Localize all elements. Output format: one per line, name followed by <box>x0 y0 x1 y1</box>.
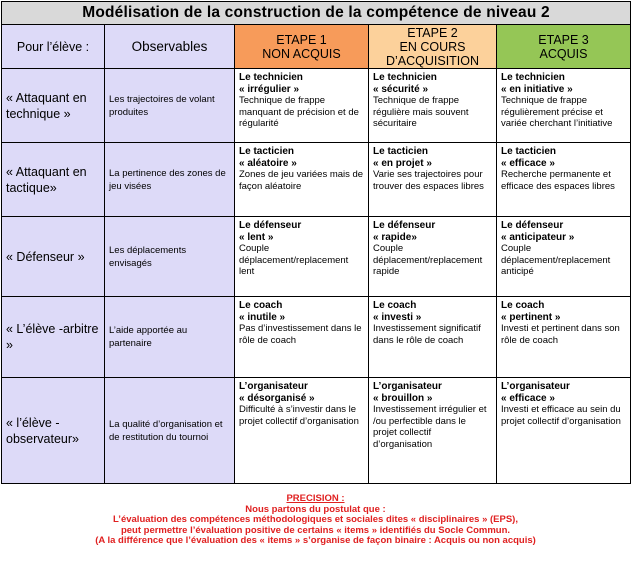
row-label: « L’élève -arbitre » <box>2 297 105 378</box>
role-qualifier: « sécurité » <box>373 83 429 95</box>
etape2-cell <box>369 69 497 143</box>
etape3-cell <box>497 378 631 484</box>
role-name: Le coach <box>373 300 417 311</box>
header-etape-2 <box>369 25 497 69</box>
role-qualifier: « irrégulier » <box>239 83 300 95</box>
etape2-status-line2: D’ACQUISITION <box>385 53 480 68</box>
row-label: « l’élève -observateur» <box>2 378 105 484</box>
role-name: L’organisateur <box>373 381 442 392</box>
row-observable: L’aide apportée au partenaire <box>105 297 235 378</box>
role-description: Technique de frappe régulière mais souvent sécuritaire <box>373 95 469 129</box>
role-description: Pas d’investissement dans le rôle de coach <box>239 323 362 346</box>
role-name: Le coach <box>501 300 545 311</box>
etape2-title: ETAPE 2 <box>407 25 458 40</box>
role-qualifier: « pertinent » <box>501 311 561 323</box>
role-description: Technique de frappe régulièrement précise et variée cherchant l’initiative <box>501 95 613 129</box>
etape3-status: ACQUIS <box>539 46 588 61</box>
precision-line: Nous partons du postulat que : <box>245 503 386 515</box>
role-qualifier: « aléatoire » <box>239 157 297 169</box>
etape2-status-line1: EN COURS <box>399 39 466 54</box>
etape2-cell <box>369 378 497 484</box>
role-description: Couple déplacement/replacement anticipé <box>501 243 611 277</box>
role-qualifier: « rapide» <box>373 231 417 243</box>
role-name: Le technicien <box>501 72 565 83</box>
role-description: Investissement irrégulier et /ou perfectible dans le projet collectif d’organisation <box>373 404 487 450</box>
etape1-cell <box>235 297 369 378</box>
role-name: Le coach <box>239 300 283 311</box>
table-row <box>2 69 631 143</box>
role-name: Le technicien <box>373 72 437 83</box>
role-name: Le défenseur <box>373 220 436 231</box>
role-name: L’organisateur <box>501 381 570 392</box>
precision-title: PRECISION : <box>286 493 345 504</box>
role-name: Le tacticien <box>501 146 557 157</box>
row-observable: La pertinence des zones de jeu visées <box>105 143 235 217</box>
role-name: Le défenseur <box>501 220 564 231</box>
role-description: Investi et pertinent dans son rôle de coach <box>501 323 620 346</box>
table-row <box>2 143 631 217</box>
header-observables: Observables <box>105 25 235 69</box>
role-description: Zones de jeu variées mais de façon aléatoire <box>239 169 364 192</box>
header-etape-3 <box>497 25 631 69</box>
role-description: Investi et efficace au sein du projet collectif d’organisation <box>501 404 621 427</box>
role-description: Couple déplacement/replacement lent <box>239 243 349 277</box>
table-title: Modélisation de la construction de la compétence de niveau 2 <box>2 2 631 25</box>
etape3-cell <box>497 69 631 143</box>
etape2-cell <box>369 217 497 297</box>
role-qualifier: « inutile » <box>239 311 286 323</box>
role-description: Recherche permanente et efficace des espaces libres <box>501 169 615 192</box>
role-name: Le technicien <box>239 72 303 83</box>
etape1-status: NON ACQUIS <box>262 46 341 61</box>
etape3-cell <box>497 217 631 297</box>
row-label: « Attaquant en technique » <box>2 69 105 143</box>
header-etape-1 <box>235 25 369 69</box>
precision-line: (A la différence que l’évaluation des « items » s’organise de façon binaire : Acquis ou non acquis) <box>95 535 536 546</box>
header-pour-eleve: Pour l’élève : <box>2 25 105 69</box>
row-observable: La qualité d’organisation et de restitution du tournoi <box>105 378 235 484</box>
role-name: Le tacticien <box>239 146 295 157</box>
etape1-cell <box>235 378 369 484</box>
role-qualifier: « brouillon » <box>373 392 433 404</box>
role-description: Investissement significatif dans le rôle de coach <box>373 323 481 346</box>
role-qualifier: « en projet » <box>373 157 432 169</box>
table-row <box>2 297 631 378</box>
role-qualifier: « en initiative » <box>501 83 573 95</box>
etape1-cell <box>235 143 369 217</box>
row-observable: Les déplacements envisagés <box>105 217 235 297</box>
etape2-cell <box>369 297 497 378</box>
precision-line: peut permettre l’évaluation positive de certains « items » identifiés du Socle Commun. <box>120 524 511 536</box>
role-name: Le tacticien <box>373 146 429 157</box>
role-qualifier: « désorganisé » <box>239 392 315 404</box>
role-name: Le défenseur <box>239 220 302 231</box>
role-qualifier: « efficace » <box>501 392 555 404</box>
table-row <box>2 217 631 297</box>
etape3-cell <box>497 297 631 378</box>
etape1-cell <box>235 69 369 143</box>
etape2-cell <box>369 143 497 217</box>
role-description: Couple déplacement/replacement rapide <box>373 243 483 277</box>
role-qualifier: « lent » <box>239 231 274 243</box>
precision-line: L’évaluation des compétences méthodologiques et sociales dites « disciplinaires » (EPS), <box>113 514 518 525</box>
role-qualifier: « investi » <box>373 311 422 323</box>
etape1-title: ETAPE 1 <box>276 32 327 47</box>
competence-table <box>1 1 631 484</box>
row-label: « Attaquant en tactique» <box>2 143 105 217</box>
row-observable: Les trajectoires de volant produites <box>105 69 235 143</box>
role-qualifier: « anticipateur » <box>501 231 575 243</box>
precision-note <box>0 494 631 547</box>
etape3-cell <box>497 143 631 217</box>
etape3-title: ETAPE 3 <box>538 32 589 47</box>
role-description: Technique de frappe manquant de précision et de régularité <box>239 95 359 129</box>
role-description: Varie ses trajectoires pour trouver des espaces libres <box>373 169 484 192</box>
table-row <box>2 378 631 484</box>
header-row <box>2 25 631 69</box>
role-description: Difficulté à s’investir dans le projet collectif d’organisation <box>239 404 359 427</box>
role-name: L’organisateur <box>239 381 308 392</box>
etape1-cell <box>235 217 369 297</box>
row-label: « Défenseur » <box>2 217 105 297</box>
role-qualifier: « efficace » <box>501 157 555 169</box>
